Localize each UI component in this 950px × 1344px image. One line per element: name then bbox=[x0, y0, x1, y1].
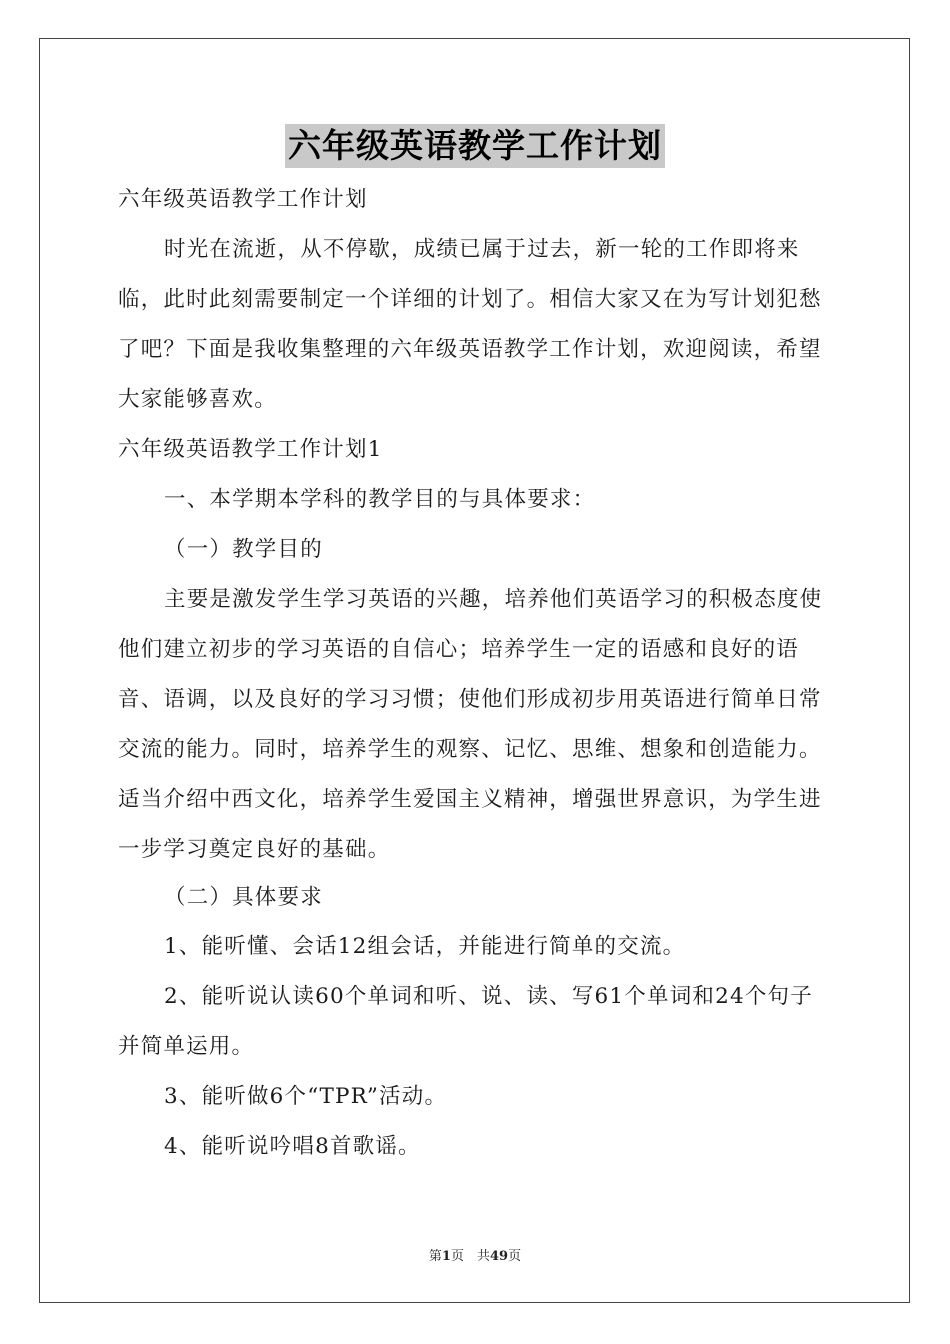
requirement-item-1: 1、能听懂、会话12组会话，并能进行简单的交流。 bbox=[164, 934, 686, 959]
requirement-item-2: 2、能听说认读60个单词和听、说、读、写61个单词和24个句子并简单运用。 bbox=[118, 984, 813, 1059]
title-container bbox=[0, 124, 950, 168]
total-page-number: 49 bbox=[489, 1249, 509, 1264]
document-title: 六年级英语教学工作计划 bbox=[285, 124, 665, 168]
sub-heading-goals: （一）教学目的 bbox=[164, 537, 323, 562]
current-page-number: 1 bbox=[441, 1249, 451, 1264]
requirement-item-4: 4、能听说吟唱8首歌谣。 bbox=[164, 1134, 421, 1159]
intro-paragraph: 时光在流逝，从不停歇，成绩已属于过去，新一轮的工作即将来临，此时此刻需要制定一个详细的计划了。相信大家又在为写计划犯愁了吧？下面是我收集整理的六年级英语教学工作计划，欢迎阅读，希望大家能够喜欢。 bbox=[118, 237, 822, 412]
part-one-heading: 一、本学期本学科的教学目的与具体要求： bbox=[164, 487, 596, 512]
footer-prefix: 第 bbox=[428, 1249, 442, 1264]
section-heading: 六年级英语教学工作计划1 bbox=[118, 437, 383, 462]
footer-suffix: 页 bbox=[508, 1249, 522, 1264]
requirement-item-3: 3、能听做6个“TPR”活动。 bbox=[164, 1084, 448, 1109]
footer-mid: 页 共 bbox=[450, 1249, 490, 1264]
goals-paragraph: 主要是激发学生学习英语的兴趣，培养他们英语学习的积极态度使他们建立初步的学习英语的自信心；培养学生一定的语感和良好的语音、语调，以及良好的学习习惯；使他们形成初步用英语进行简单日常交流的能力。同时，培养学生的观察、记忆、思维、想象和创造能力。适当介绍中西文化，培养学生爱国主义精神，增强世界意识，为学生进一步学习奠定良好的基础。 bbox=[118, 587, 823, 862]
subtitle-paragraph: 六年级英语教学工作计划 bbox=[118, 187, 368, 212]
sub-heading-requirements: （二）具体要求 bbox=[164, 885, 323, 910]
page-footer bbox=[0, 1245, 950, 1264]
